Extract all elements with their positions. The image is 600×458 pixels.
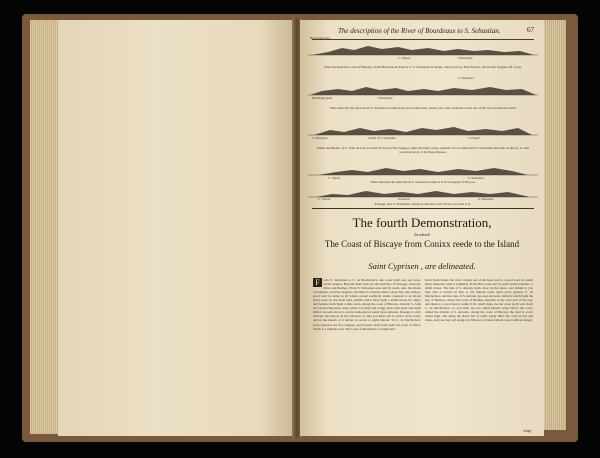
profile-label: S. Figuer. [468,136,481,140]
demonstration-title: The fourth Demonstration, [352,215,492,230]
coastline-silhouette-1 [308,42,538,56]
profile-label: Fontarabia [378,96,393,100]
profile-caption-5: Passage and S. Sebastian, being South and south from you, thus it is. [374,202,472,206]
profile-caption-3: When the Bisket of S. John de Luz is South from you five leagues, then the land on the eastside of it is small and S. Sebastian sheweth as above, so that you may know it by these figures. [316,146,530,155]
header-title: The description of the River of Bourdeaux to S. Sebastian. [338,27,501,35]
coastline-silhouette-3 [308,122,538,136]
profile-label: S. Sebastian [458,76,474,80]
coastline-silhouette-2 [308,82,538,96]
coastal-profile-2 [308,76,538,126]
demonstration-subtitle: In which [414,232,430,237]
profile-label: Bommalgregate [312,96,333,100]
page-edges-right [542,20,566,430]
coastline-silhouette-4 [308,162,538,176]
profile-label: C. Figuer. [318,197,331,201]
catchword: long- [523,428,532,433]
running-header [312,25,534,40]
column-text: rom S. Sebastian to C. de Machichaco, the coast lyeth east and west, seven leagues. Betwixt them both are the harbours of Passage, Guetaria, Deva and Bermeo. From S. Sebastian west and by north, unto the Island of Guetaria, are three leagues; and there is a haven where a man may ride, being a good road for ships in all winds, except northerly winds. Guetaria is an Island lying close by the main land, within which there lyeth a small haven for ships; and betwixt both lyeth a little town. Along the coast of Biscaye, betwixt S. John de Luz and Bayonne, every where it is high and craggy land, with great and small hills to be seen above it, and in some places sandy bays between. Passage is a fair harbour, but narrow in the entrance; so that you must sail in with a slack water, and in the mouth of it anchor in seven or eight fathom. To C. de Machichaco from Guetaria are five leagues, and betwixt them both lyeth the town of Deva, which is a fishing town. The Cape of Machichaco is high land. [313,278,421,331]
text-column-right [425,278,533,428]
profile-caption-1: Thus sheweth the coast of Biscaye, from Bayonne in France to S. Sebastian in Spain, when you are East from it, about five leagues off at sea. [324,65,522,69]
demonstration-heading-line-2: Saint Cyprisen , are delineated. [368,261,476,271]
section-divider [312,208,534,209]
column-text: Deva lyeth where the river cometh out of the land, and is a good road for small ships when the wind is southerly. From Deva west and by north lyeth Lequeitio, a small haven. The Isle of S. Antony lyeth close by the shore, and behind it you may ride at anchor in five or six fathom water upon good ground. C. de Machichaco and the cape of S. Antonio lye east and west, betwixt which lyeth the bay of Bermeo, where the town of Bermeo standeth at the west end of the bay, and there is a good haven within it for small ships. As the coast lyeth west from C. de Machichaco, so you shall see two small Islands lying before the coast, called the Islands of S. Antonio. Along the coast of Biscaye the land is every where high, and along the shore full of white sandy hills; the coast is fair and clean, and you may sail along it at fifteen or sixteen fathom water without danger. [425,278,533,323]
profile-label: S. Sebastian [468,176,484,180]
text-column-left [313,278,421,428]
profile-label: Bommalgregate [310,36,331,40]
coastline-silhouette-5 [308,186,538,198]
profile-label: Guetaria [398,197,410,201]
profile-label: Castle of S. Sebastian [368,136,396,140]
page-number: 67 [527,26,534,34]
profile-label: S. Sebastian [478,197,494,201]
left-page-blank [58,20,294,436]
coastal-profile-3 [308,122,538,166]
profile-label: C. Figuer. [328,176,341,180]
drop-cap: F [313,278,322,287]
page-edges-left [30,20,60,434]
profile-caption-2: Thus sheweth the land about S. Sebastian, being from you south-west, when you come from the north out of the sea towards the land. [329,106,517,110]
profile-label: C. Figuer. [398,56,411,60]
profile-label: Fontarabia [458,56,473,60]
coastal-profile-1 [308,36,538,86]
right-page [300,20,544,436]
profile-caption-4: Thus sheweth the land about S. Sebastian when it is five leagues from you. [370,180,476,184]
demonstration-heading-line-1: The Coast of Biscaye from Conixx reede to the Island [324,239,520,249]
profile-label: S. Sebastian [312,136,328,140]
